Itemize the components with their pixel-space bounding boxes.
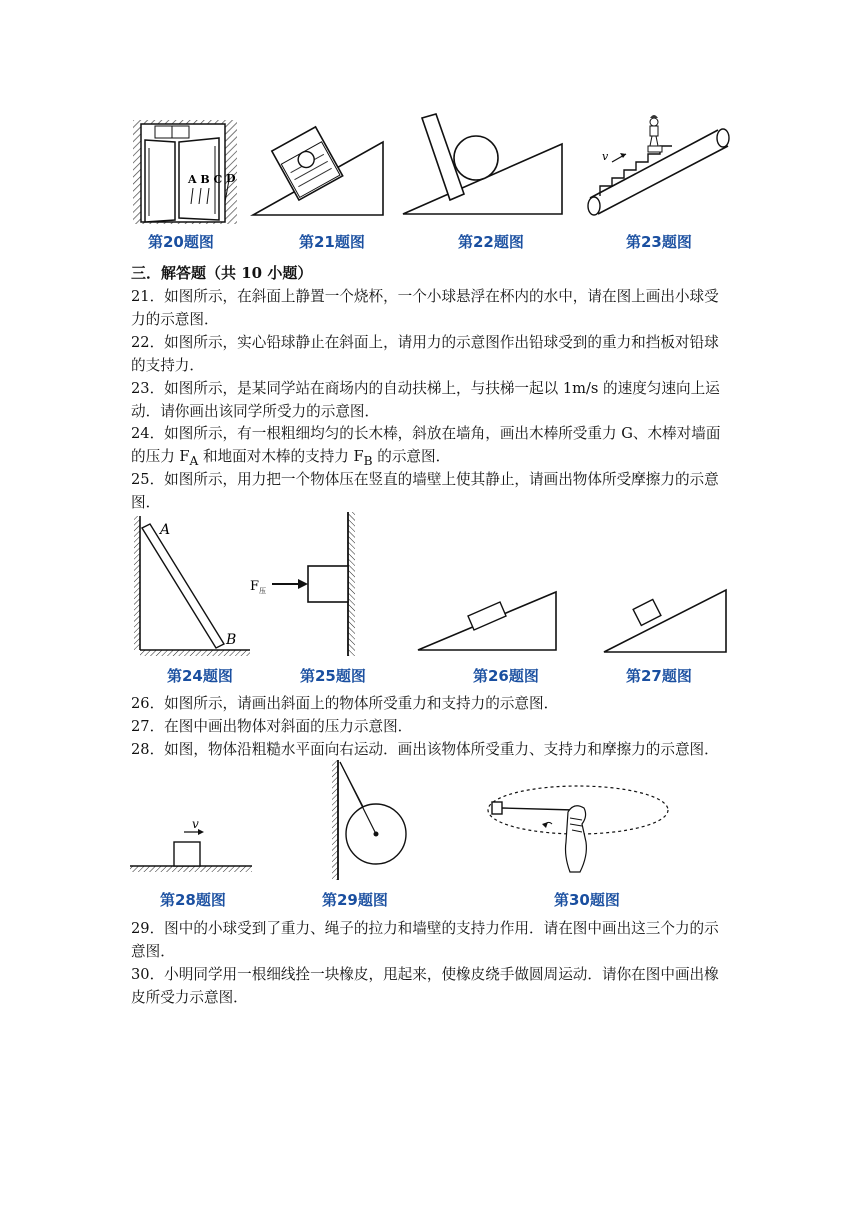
- figure-29-ball-wall: [328, 758, 412, 882]
- figure-28-block-floor: [130, 812, 254, 878]
- question-29: 29．图中的小球受到了重力、绳子的拉力和墙壁的支持力作用．请在图中画出这三个力的示意图．: [131, 920, 719, 960]
- figure-27-block-steep-incline: [602, 584, 732, 656]
- figure-20-door: [133, 120, 237, 224]
- figure-30-eraser-circle: [484, 782, 674, 882]
- section-heading: 三．解答题（共 10 小题）: [131, 264, 313, 282]
- door-point-d-label: D: [226, 172, 236, 185]
- caption-fig24: 第24题图: [167, 667, 233, 685]
- rod-top-label: A: [160, 522, 171, 538]
- question-22: 22．如图所示，实心铅球静止在斜面上，请用力的示意图作出铅球受到的重力和挡板对铅球的支持力．: [131, 334, 719, 374]
- caption-fig22: 第22题图: [458, 233, 524, 251]
- question-28: 28．如图，物体沿粗糙水平面向右运动．画出该物体所受重力、支持力和摩擦力的示意图．: [131, 741, 719, 758]
- question-24: 24．如图所示，有一根粗细均匀的长木棒，斜放在墙角，画出木棒所受重力 G、木棒对墙面的压力 $F_A$ 和地面对木棒的支持力 $F_B$ 的示意图．: [131, 425, 721, 468]
- rod-bottom-label: B: [226, 632, 237, 648]
- press-force-label: F: [250, 579, 260, 594]
- figure-23-escalator: [582, 112, 732, 218]
- figure-26-block-incline: [416, 588, 560, 654]
- caption-fig20: 第20题图: [148, 233, 214, 251]
- question-21: 21．如图所示，在斜面上静置一个烧杯，一个小球悬浮在杯内的水中，请在图上画出小球受力的示意图．: [131, 288, 719, 328]
- figure-22-ball-incline: [400, 112, 568, 218]
- question-26: 26．如图所示，请画出斜面上的物体所受重力和支持力的示意图．: [131, 695, 559, 712]
- caption-fig30: 第30题图: [554, 891, 620, 909]
- caption-fig27: 第27题图: [626, 667, 692, 685]
- caption-fig23: 第23题图: [626, 233, 692, 251]
- question-27: 27．在图中画出物体对斜面的压力示意图．: [131, 718, 413, 735]
- caption-fig28: 第28题图: [160, 891, 226, 909]
- velocity-label-23: v: [602, 150, 609, 163]
- figure-24-rod-wall: [130, 512, 256, 658]
- caption-fig26: 第26题图: [473, 667, 539, 685]
- velocity-label-28: v: [192, 817, 199, 831]
- press-force-sub-label: 压: [259, 587, 266, 595]
- question-23: 23．如图所示，是某同学站在商场内的自动扶梯上，与扶梯一起以 1m/s 的速度匀速向上运动．请你画出该同学所受力的示意图．: [131, 380, 720, 420]
- question-30: 30．小明同学用一根细线拴一块橡皮，甩起来，使橡皮绕手做圆周运动．请你在图中画出橡皮所受力示意图．: [131, 966, 719, 1006]
- figure-21-beaker-incline: [250, 112, 390, 218]
- figure-25-block-wall: [248, 510, 360, 658]
- caption-fig29: 第29题图: [322, 891, 388, 909]
- door-points-label: A B C: [188, 173, 223, 186]
- caption-fig21: 第21题图: [299, 233, 365, 251]
- question-25: 25．如图所示，用力把一个物体压在竖直的墙壁上使其静止，请画出物体所受摩擦力的示意图．: [131, 471, 719, 511]
- caption-fig25: 第25题图: [300, 667, 366, 685]
